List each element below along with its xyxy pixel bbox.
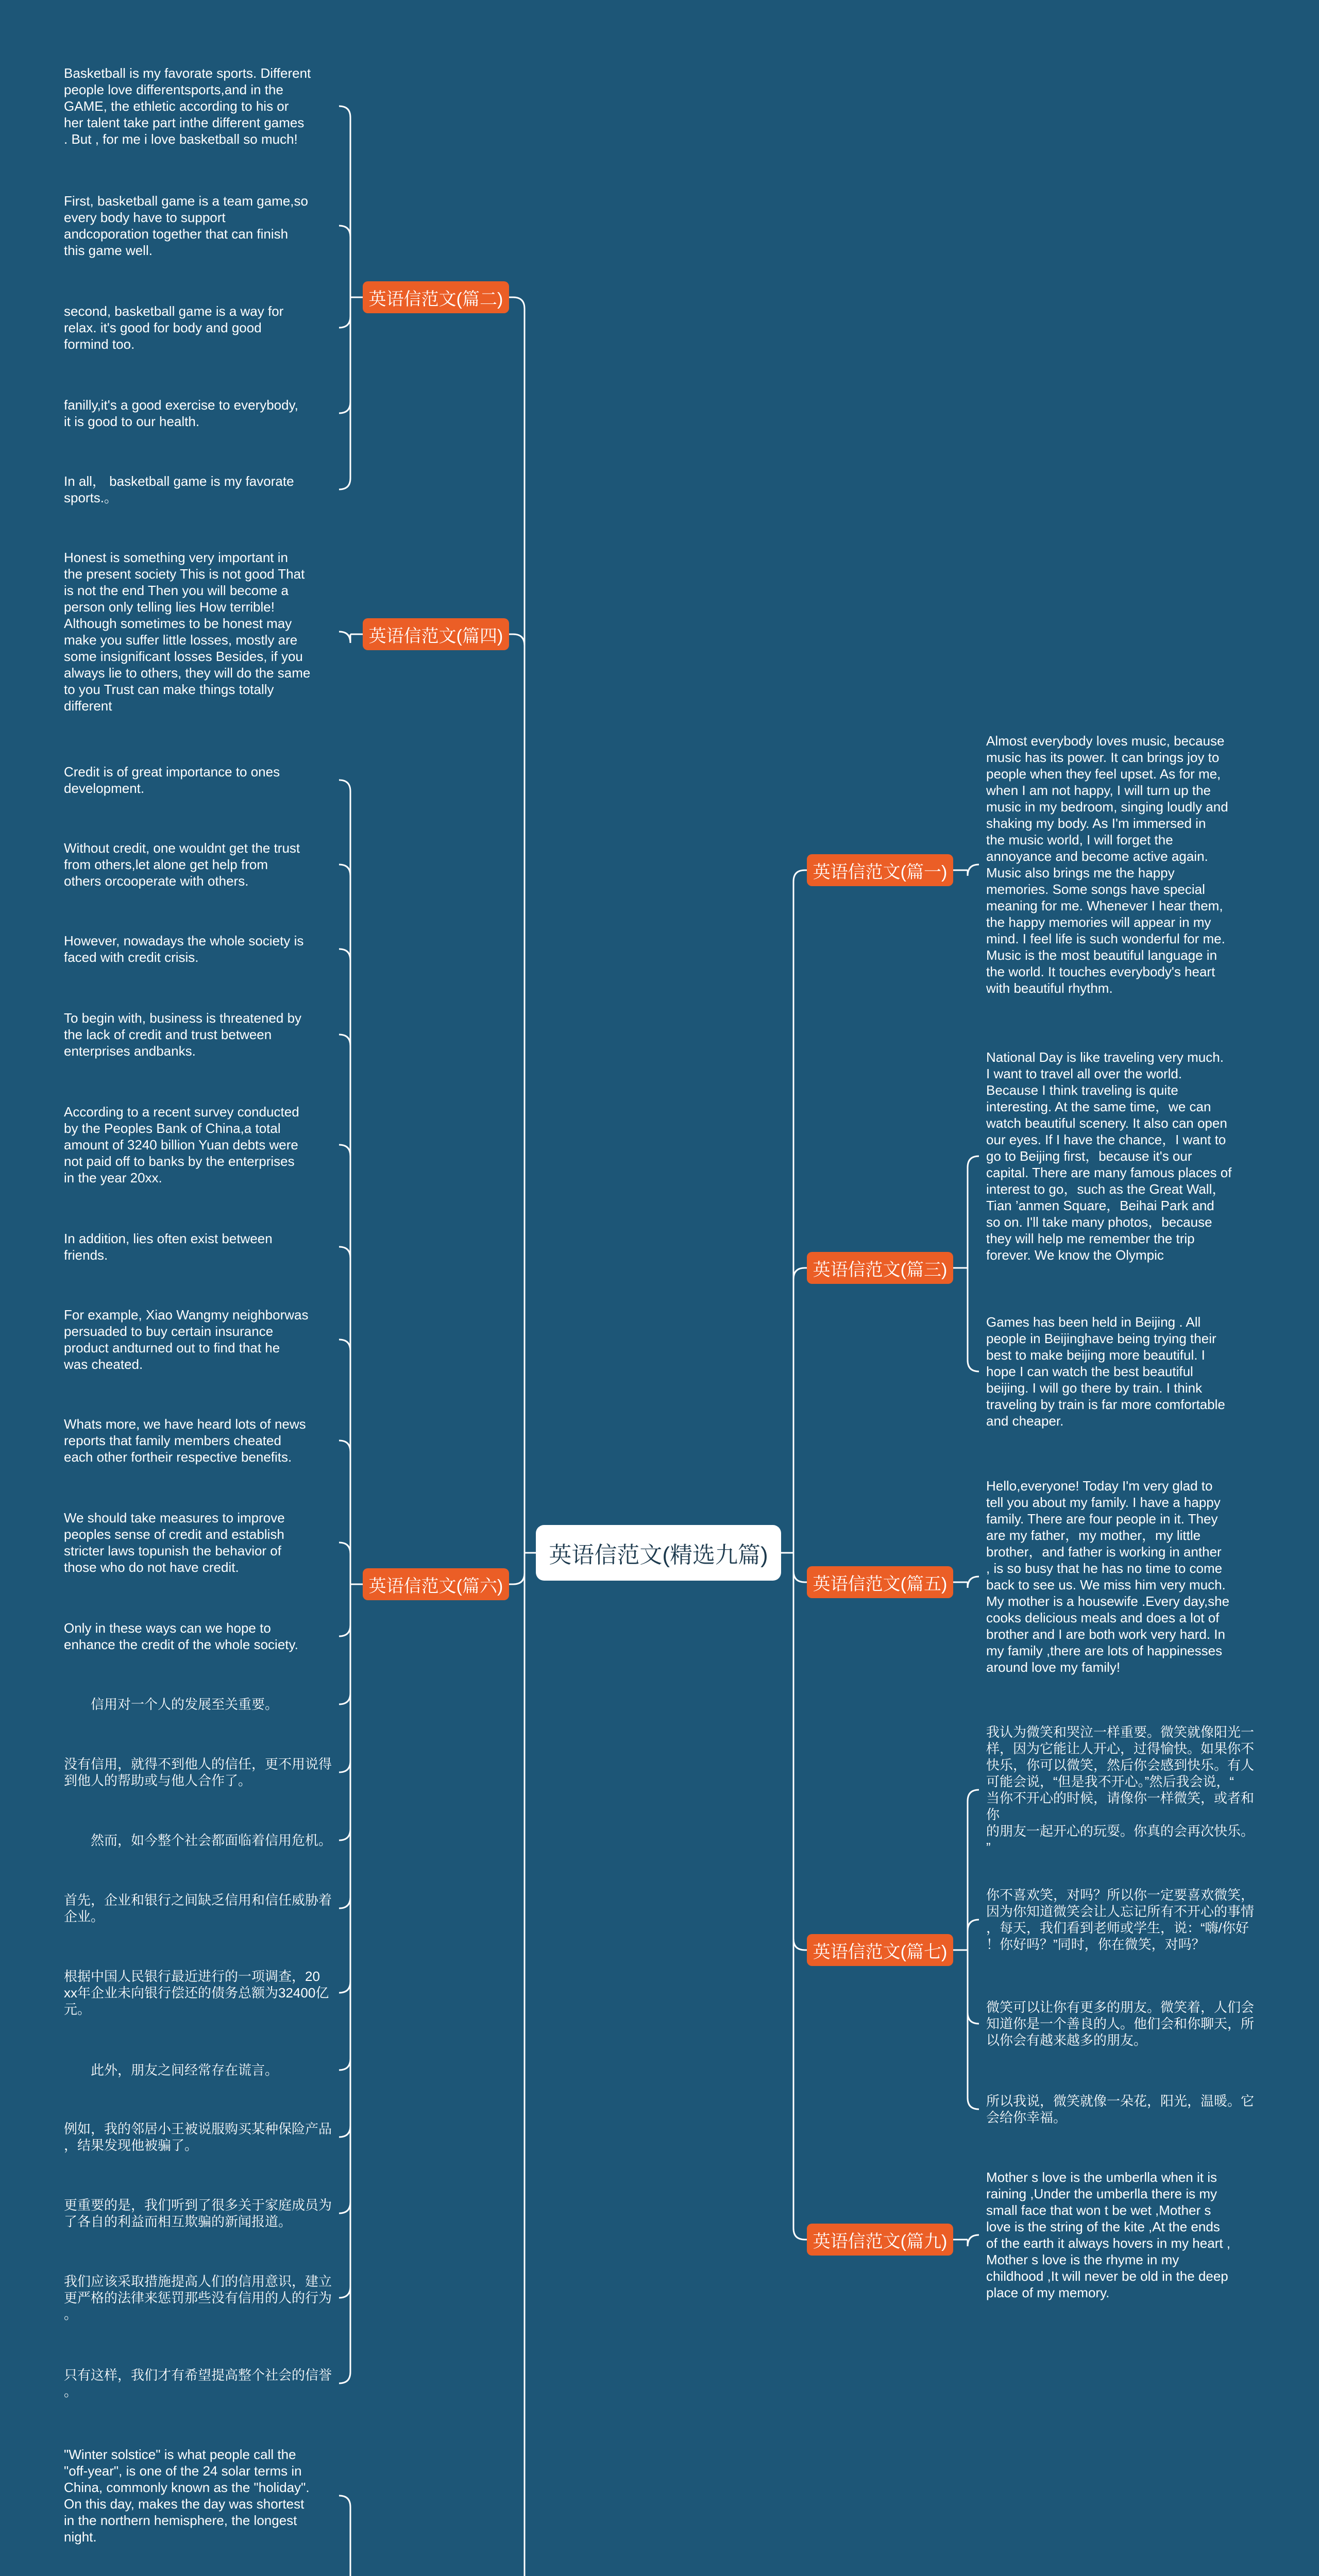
leaf-text: Almost everybody loves music, because music has its power. It can brings joy to people when they feel upset. As for me, when I am not happy, I will turn up the music in my bedroom, singing loudly and shaking my body. As I'm immersed in the music world, I will forget the annoyance and become active again. Music also brings me the happy memories. Some songs have special meaning for me. Whenever I hear them, the happy memories will appear in my mind. I feel life is such wonderful for me. Music is the most beautiful language in the world. It touches everybody's heart with beautiful rhythm. bbox=[986, 733, 1228, 996]
root-left-link bbox=[509, 1553, 525, 2576]
leaf-text: 只有这样，我们才有希望提高整个社会的信誉 。 bbox=[64, 2367, 332, 2399]
leaf-text: In all， basketball game is my favorate sports.。 bbox=[64, 473, 294, 505]
leaf-text: fanilly,it's a good exercise to everybody, it is good to our health. bbox=[64, 397, 298, 429]
branch-node-6[interactable]: 英语信范文(篇六) bbox=[363, 1568, 509, 1600]
leaf-text: To begin with, business is threatened by the lack of credit and trust between enterprises andbanks. bbox=[64, 1010, 302, 1059]
b9-link bbox=[968, 2235, 979, 2246]
leaf-text: 此外，朋友之间经常存在谎言。 bbox=[64, 2062, 279, 2078]
b6-link bbox=[339, 1247, 350, 1584]
leaf-text: 我们应该采取措施提高人们的信用意识，建立 更严格的法律来惩罚那些没有信用的人的行为 。 bbox=[64, 2274, 332, 2322]
b6-link bbox=[339, 1584, 350, 2137]
root-right-link bbox=[793, 1553, 807, 1582]
b8-link bbox=[339, 2496, 350, 2576]
branch-node-9[interactable]: 英语信范文(篇九) bbox=[807, 2224, 953, 2256]
leaf-text: 我认为微笑和哭泣一样重要。微笑就像阳光一 样，因为它能让人开心，过得愉快。如果你不 快乐，你可以微笑，然后你会感到快乐。有人 可能会说，“但是我不开心。”然后我会说，“ 当你不开心的时候，请像你一样微笑，或者和你 的朋友一起开心的玩耍。你真的会再次快乐。 ” bbox=[986, 1724, 1255, 1855]
root-right-link bbox=[793, 1553, 807, 1950]
branch-node-4[interactable]: 英语信范文(篇四) bbox=[363, 618, 509, 650]
b6-link bbox=[339, 949, 350, 1584]
b6-link bbox=[339, 1584, 350, 2070]
leaf-text: Mother s love is the umberlla when it is raining ,Under the umberlla there is my small face that won t be wet ,Mother s love is the string of the kite ,At the ends of the earth it always hovers in my heart , Mother s love is the rhyme in my childhood ,It will never be old in the deep place of my memory. bbox=[986, 2170, 1230, 2300]
leaf-text: Honest is something very important in the present society This is not good That is not the end Then you will become a person only telling lies How terrible! Although sometimes to be honest may make you suffer little losses, mostly are some insignificant losses Besides, if you always lie to others, they will do the same to you Trust can make things totally different bbox=[64, 550, 311, 714]
leaf-text: In addition, lies often exist between friends. bbox=[64, 1231, 273, 1263]
b2-link bbox=[339, 297, 350, 328]
b6-link bbox=[339, 1584, 350, 1636]
root-left-link bbox=[509, 634, 525, 1553]
root-left-link bbox=[509, 297, 525, 1553]
b5-link bbox=[968, 1577, 979, 1588]
root-node[interactable]: 英语信范文(精选九篇) bbox=[536, 1525, 781, 1581]
branch-node-5[interactable]: 英语信范文(篇五) bbox=[807, 1566, 953, 1598]
branch-node-3[interactable]: 英语信范文(篇三) bbox=[807, 1252, 953, 1284]
leaf-text: National Day is like traveling very much. I want to travel all over the world. Because I think traveling is quite interesting. At the same time，we can watch beautiful scenery. It also can open our eyes. If I have the chance，I want to go to Beijing first，because it's our capital. There are many famous places of interest to go，such as the Great Wall， Tian ’anmen Square，Beihai Park and so on. I'll take many photos，because they will help me remember the trip forever. We know the Olympic bbox=[986, 1049, 1232, 1263]
leaf-text: However, nowadays the whole society is faced with credit crisis. bbox=[64, 933, 304, 965]
leaf-text: Hello,everyone! Today I'm very glad to tell you about my family. I have a happy family. There are four people in it. They are my father，my mother，my little brother，and father is working in anther , is so busy that he has no time to come back to see us. We miss him very much. My mother is a housewife .Every day,she cooks delicious meals and does a lot of brother and I are both work very hard. In my family ,there are lots of happinesses around love my family! bbox=[986, 1478, 1230, 1675]
b6-link bbox=[339, 1440, 350, 1584]
root-left-link bbox=[509, 1553, 525, 1584]
leaf-text: For example, Xiao Wangmy neighborwas persuaded to buy certain insurance product andturned out to find that he was cheated. bbox=[64, 1307, 309, 1372]
root-right-link bbox=[793, 1553, 807, 2240]
leaf-text: Games has been held in Beijing . All people in Beijinghave being trying their best to make beijing more beautiful. I hope I can watch the best beautiful beijing. I will go there by train. I think traveling by train is far more comfortable and cheaper. bbox=[986, 1314, 1225, 1429]
root-right-link bbox=[793, 1268, 807, 1553]
b6-link bbox=[339, 1543, 350, 1584]
leaf-text: "Winter solstice" is what people call the "off-year", is one of the 24 solar terms in China, commonly known as the "holiday". On this day, makes the day was shortest in the northern hemisphere, the longest night. bbox=[64, 2447, 310, 2545]
b2-link bbox=[339, 106, 350, 297]
b6-link bbox=[339, 865, 350, 1584]
b3-link bbox=[968, 1156, 979, 1268]
leaf-text: 没有信用，就得不到他人的信任，更不用说得 到他人的帮助或与他人合作了。 bbox=[64, 1756, 332, 1788]
leaf-text: Only in these ways can we hope to enhance the credit of the whole society. bbox=[64, 1620, 298, 1652]
leaf-text: Credit is of great importance to ones development. bbox=[64, 764, 280, 796]
b6-link bbox=[339, 1035, 350, 1584]
branch-node-7[interactable]: 英语信范文(篇七) bbox=[807, 1934, 953, 1966]
leaf-text: 信用对一个人的发展至关重要。 bbox=[64, 1697, 279, 1712]
b7-link bbox=[968, 1790, 979, 1950]
b6-link bbox=[339, 1584, 350, 1993]
leaf-text: 你不喜欢笑，对吗？所以你一定要喜欢微笑， 因为你知道微笑会让人忘记所有不开心的事情 ，每天，我们看到老师或学生，说：“嗨/你好 ！你好吗？”同时，你在微笑，对吗？ bbox=[986, 1887, 1255, 1952]
leaf-text: 根据中国人民银行最近进行的一项调查，20 xx年企业未向银行偿还的债务总额为32400亿 元。 bbox=[64, 1969, 329, 2017]
b6-link bbox=[339, 1145, 350, 1584]
leaf-text: Whats more, we have heard lots of news reports that family members cheated each other fortheir respective benefits. bbox=[64, 1416, 306, 1465]
leaf-text: 更重要的是，我们听到了很多关于家庭成员为 了各自的利益而相互欺骗的新闻报道。 bbox=[64, 2197, 332, 2229]
b1-link bbox=[968, 865, 979, 876]
b6-link bbox=[339, 1584, 350, 2213]
b4-link bbox=[339, 632, 350, 643]
b6-link bbox=[339, 780, 350, 1584]
b7-link bbox=[968, 1920, 979, 1950]
b7-link bbox=[968, 1950, 979, 2024]
root-right-link bbox=[793, 870, 807, 1553]
leaf-text: 所以我说，微笑就像一朵花，阳光，温暖。它 会给你幸福。 bbox=[986, 2093, 1255, 2125]
leaf-text: second, basketball game is a way for relax. it's good for body and good formind too. bbox=[64, 303, 284, 352]
leaf-text: 微笑可以让你有更多的朋友。微笑着，人们会 知道你是一个善良的人。他们会和你聊天，所 以你会有越来越多的朋友。 bbox=[986, 1999, 1255, 2048]
leaf-text: 例如，我的邻居小王被说服购买某种保险产品 ，结果发现他被骗了。 bbox=[64, 2121, 332, 2153]
b6-link bbox=[339, 1584, 350, 1840]
b7-link bbox=[968, 1950, 979, 2109]
b6-link bbox=[339, 1584, 350, 2298]
b6-link bbox=[339, 1584, 350, 1772]
b6-link bbox=[339, 1584, 350, 1704]
leaf-text: 首先，企业和银行之间缺乏信用和信任威胁着 企业。 bbox=[64, 1892, 332, 1924]
leaf-text: 然而，如今整个社会都面临着信用危机。 bbox=[64, 1833, 332, 1848]
leaf-text: According to a recent survey conducted by the Peoples Bank of China,a total amount of 3240 billion Yuan debts were not paid off to banks by the enterprises in the year 20xx. bbox=[64, 1104, 299, 1185]
b2-link bbox=[339, 226, 350, 297]
leaf-text: Basketball is my favorate sports. Different people love differentsports,and in the GAME, the ethletic according to his or her talent take part inthe different games . But , for me i love basketball so much! bbox=[64, 65, 311, 147]
b2-link bbox=[339, 297, 350, 413]
b3-link bbox=[968, 1268, 979, 1371]
branch-node-2[interactable]: 英语信范文(篇二) bbox=[363, 281, 509, 313]
leaf-text: Without credit, one wouldnt get the trust from others,let alone get help from others orcooperate with others. bbox=[64, 840, 300, 889]
leaf-text: First, basketball game is a team game,so every body have to support andcoporation together that can finish this game well. bbox=[64, 193, 308, 258]
branch-node-1[interactable]: 英语信范文(篇一) bbox=[807, 854, 953, 886]
leaf-text: We should take measures to improve peoples sense of credit and establish stricter laws topunish the behavior of those who do not have credit. bbox=[64, 1510, 285, 1575]
